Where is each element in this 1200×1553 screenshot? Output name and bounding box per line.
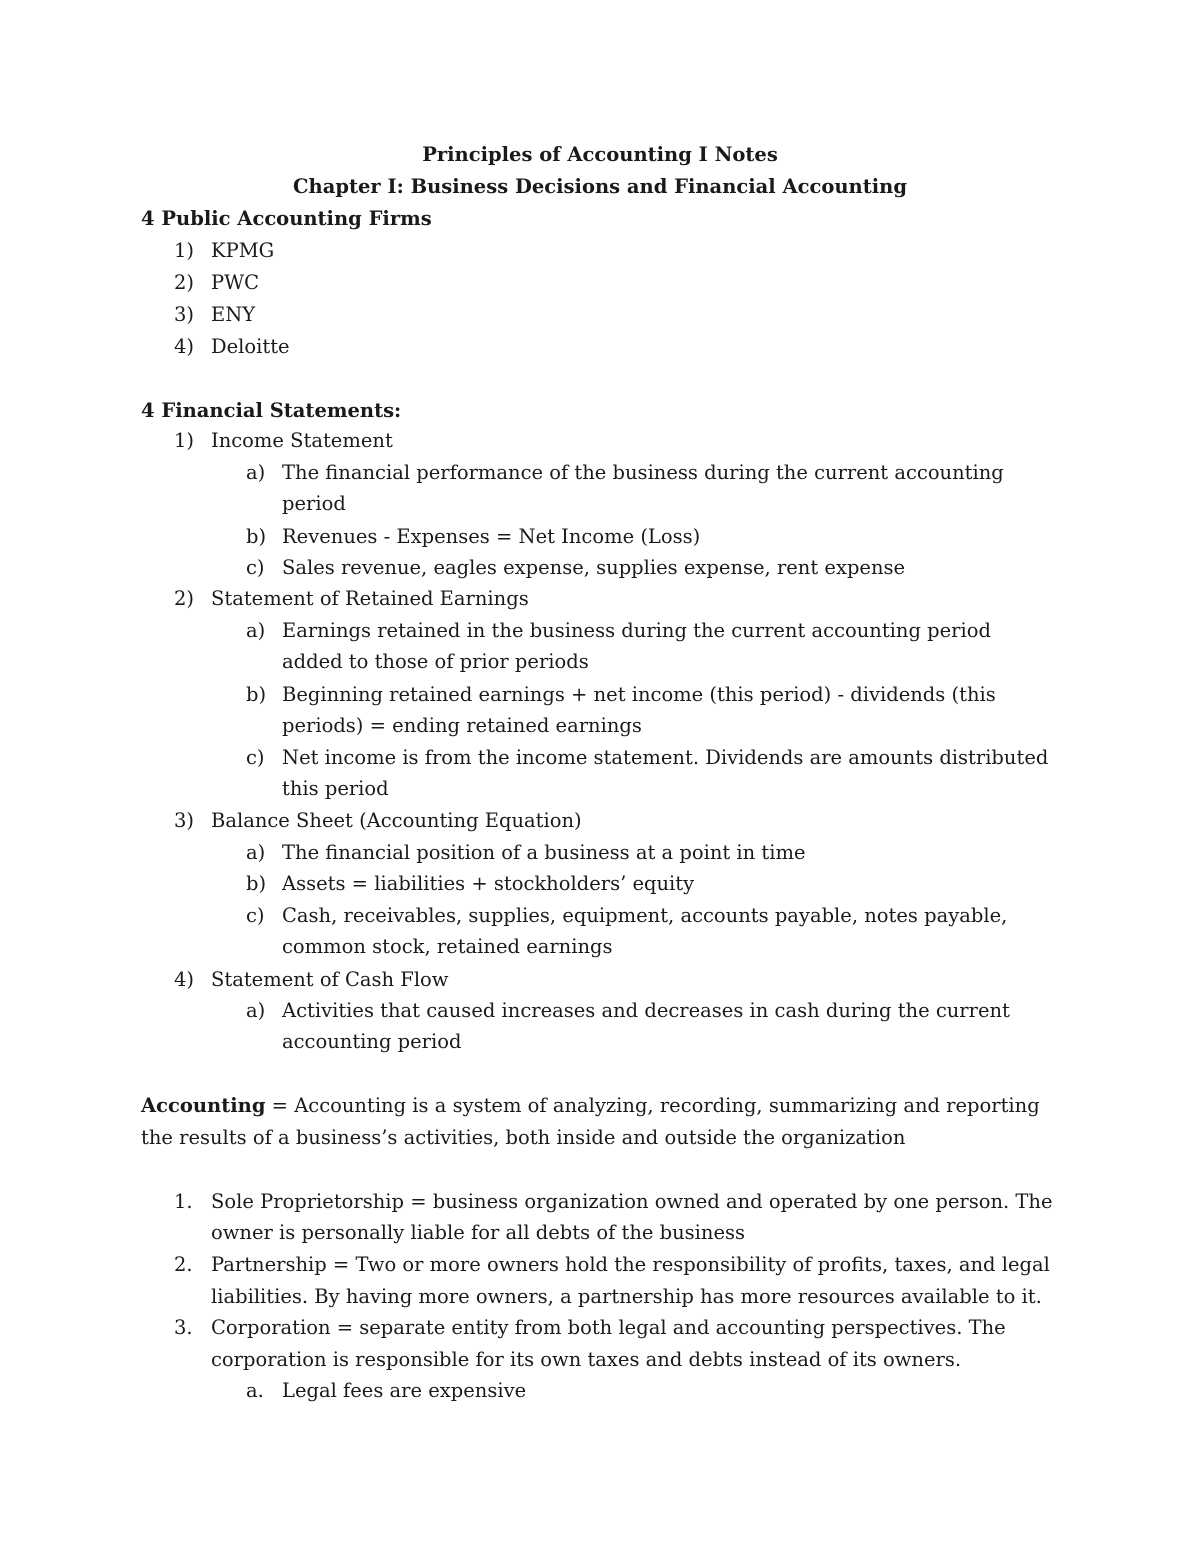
firm-item: KPMG (211, 239, 275, 262)
firm-item: ENY (211, 303, 256, 326)
org-type-line: liabilities. By having more owners, a partnership has more resources available to it. (211, 1285, 1042, 1308)
sub-item-line: The financial performance of the business during the current accounting (282, 461, 1004, 484)
list-number: 2) (174, 587, 195, 610)
statements-heading: 4 Financial Statements: (141, 399, 402, 422)
list-number: 1) (174, 239, 195, 262)
statement-item: Balance Sheet (Accounting Equation) (211, 809, 582, 832)
sub-item-line: common stock, retained earnings (282, 935, 613, 958)
sub-item-line: Earnings retained in the business during the current accounting period (282, 619, 991, 642)
list-number: 2) (174, 271, 195, 294)
list-number: 1) (174, 429, 195, 452)
org-type-line: Sole Proprietorship = business organization owned and operated by one person. The (211, 1190, 1053, 1213)
sub-list-letter: a) (246, 999, 266, 1022)
sub-list-letter: b) (246, 683, 267, 706)
statement-item: Income Statement (211, 429, 393, 452)
sub-item-line: Net income is from the income statement. Dividends are amounts distributed (282, 746, 1049, 769)
sub-item-line: Revenues - Expenses = Net Income (Loss) (282, 525, 701, 548)
list-number: 3. (174, 1316, 193, 1339)
statement-item: Statement of Cash Flow (211, 968, 449, 991)
sub-list-letter: c) (246, 556, 265, 579)
sub-list-letter: b) (246, 872, 267, 895)
list-number: 3) (174, 303, 195, 326)
sub-item-line: Sales revenue, eagles expense, supplies expense, rent expense (282, 556, 906, 579)
list-number: 2. (174, 1253, 193, 1276)
statement-item: Statement of Retained Earnings (211, 587, 529, 610)
sub-item-line: Assets = liabilities + stockholders’ equity (282, 872, 695, 895)
sub-item-line: this period (282, 777, 389, 800)
sub-item-line: The financial position of a business at a point in time (282, 841, 806, 864)
firm-item: Deloitte (211, 335, 290, 358)
list-number: 3) (174, 809, 195, 832)
sub-list-letter: c) (246, 904, 265, 927)
sub-list-letter: a) (246, 619, 266, 642)
sub-list-letter: b) (246, 525, 267, 548)
sub-item-line: periods) = ending retained earnings (282, 714, 642, 737)
list-number: 4) (174, 968, 195, 991)
accounting-definition-line: the results of a business’s activities, both inside and outside the organization (141, 1126, 906, 1149)
accounting-definition (141, 1090, 1040, 1122)
sub-list-letter: a) (246, 461, 266, 484)
sub-list-letter: a. (246, 1379, 264, 1402)
org-type-line: Partnership = Two or more owners hold the responsibility of profits, taxes, and legal (211, 1253, 1050, 1276)
sub-item-line: Beginning retained earnings + net income (this period) - dividends (this (282, 683, 996, 706)
document-title: Principles of Accounting I Notes (422, 143, 778, 166)
list-number: 1. (174, 1190, 193, 1213)
sub-item-line: accounting period (282, 1030, 462, 1053)
firm-item: PWC (211, 271, 260, 294)
sub-item-line: period (282, 492, 346, 515)
sub-item-line: Activities that caused increases and decreases in cash during the current (282, 999, 1010, 1022)
org-type-line: owner is personally liable for all debts of the business (211, 1221, 746, 1244)
sub-list-letter: a) (246, 841, 266, 864)
firms-heading: 4 Public Accounting Firms (141, 207, 432, 230)
chapter-title: Chapter I: Business Decisions and Financial Accounting (293, 175, 907, 198)
accounting-term: Accounting (141, 1094, 266, 1117)
accounting-definition-text: = Accounting is a system of analyzing, recording, summarizing and reporting (265, 1094, 1040, 1117)
list-number: 4) (174, 335, 195, 358)
sub-item-line: Cash, receivables, supplies, equipment, accounts payable, notes payable, (282, 904, 1008, 927)
sub-item-line: added to those of prior periods (282, 650, 589, 673)
org-type-line: Corporation = separate entity from both legal and accounting perspectives. The (211, 1316, 1006, 1339)
org-sub-item-line: Legal fees are expensive (282, 1379, 527, 1402)
sub-list-letter: c) (246, 746, 265, 769)
org-type-line: corporation is responsible for its own taxes and debts instead of its owners. (211, 1348, 962, 1371)
